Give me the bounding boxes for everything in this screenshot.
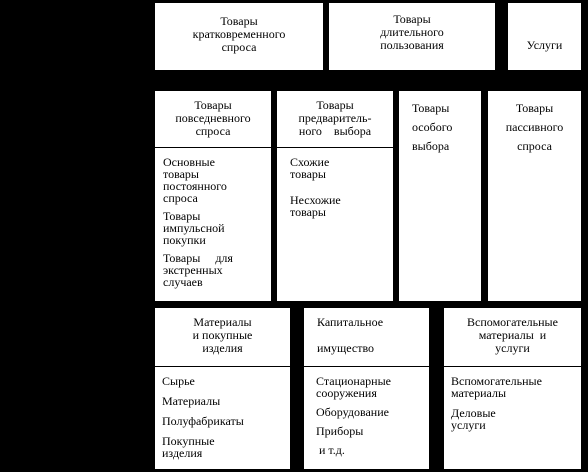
materials-divider [155,366,290,367]
auxiliary-box [444,308,581,469]
passive-goods-box [488,91,581,301]
short-term-goods-label: Товары кратковременного спроса [192,14,286,54]
capital-header: Капитальное имущество [317,315,384,355]
durable-goods-label: Товары длительного пользования [380,12,444,52]
durable-goods-box [329,3,495,70]
preselected-item-dissimilar: Несхожие товары [290,193,341,219]
preselected-goods-header: Товары предваритель- ного выбора [298,98,372,138]
preselected-goods-list [290,156,341,224]
preselected-item-similar: Схожие товары [290,155,330,181]
everyday-goods-list [163,156,233,294]
capital-item-etc: и т.д. [316,443,345,457]
passive-goods-header: Товары пассивного спроса [505,101,564,153]
everyday-goods-divider [155,147,271,148]
everyday-item-staple: Основные товары постоянного спроса [163,155,227,205]
materials-item-purchased: Покупные изделия [162,434,215,460]
capital-list [316,375,391,462]
capital-item-structures: Стационарные сооружения [316,374,391,400]
short-term-goods-box [155,3,323,70]
preselected-goods-divider [277,147,393,148]
materials-item-materials: Материалы [162,394,221,408]
special-goods-box [399,91,481,301]
auxiliary-item-materials: Вспомогательные материалы [451,374,542,400]
capital-box [304,308,429,469]
materials-header: Материалы и покупные изделия [192,315,253,355]
auxiliary-list [451,375,542,437]
auxiliary-divider [444,366,581,367]
preselected-goods-box [277,91,393,301]
services-label: Услуги [526,38,563,52]
capital-divider [304,366,429,367]
special-goods-header: Товары особого выбора [412,101,453,153]
materials-box [155,308,290,469]
materials-item-raw: Сырье [162,374,195,388]
auxiliary-item-business: Деловые услуги [451,406,496,432]
auxiliary-header: Вспомогательные материалы и услуги [467,315,558,355]
everyday-item-impulse: Товары импульсной покупки [163,209,225,247]
everyday-goods-box [155,91,271,301]
services-box [508,3,581,70]
capital-item-devices: Приборы [316,424,364,438]
everyday-item-emergency: Товары для экстренных случаев [163,251,233,289]
materials-item-semifinished: Полуфабрикаты [162,414,244,428]
materials-list [162,375,244,465]
capital-item-equipment: Оборудование [316,405,389,419]
everyday-goods-header: Товары повседневного спроса [175,98,251,138]
